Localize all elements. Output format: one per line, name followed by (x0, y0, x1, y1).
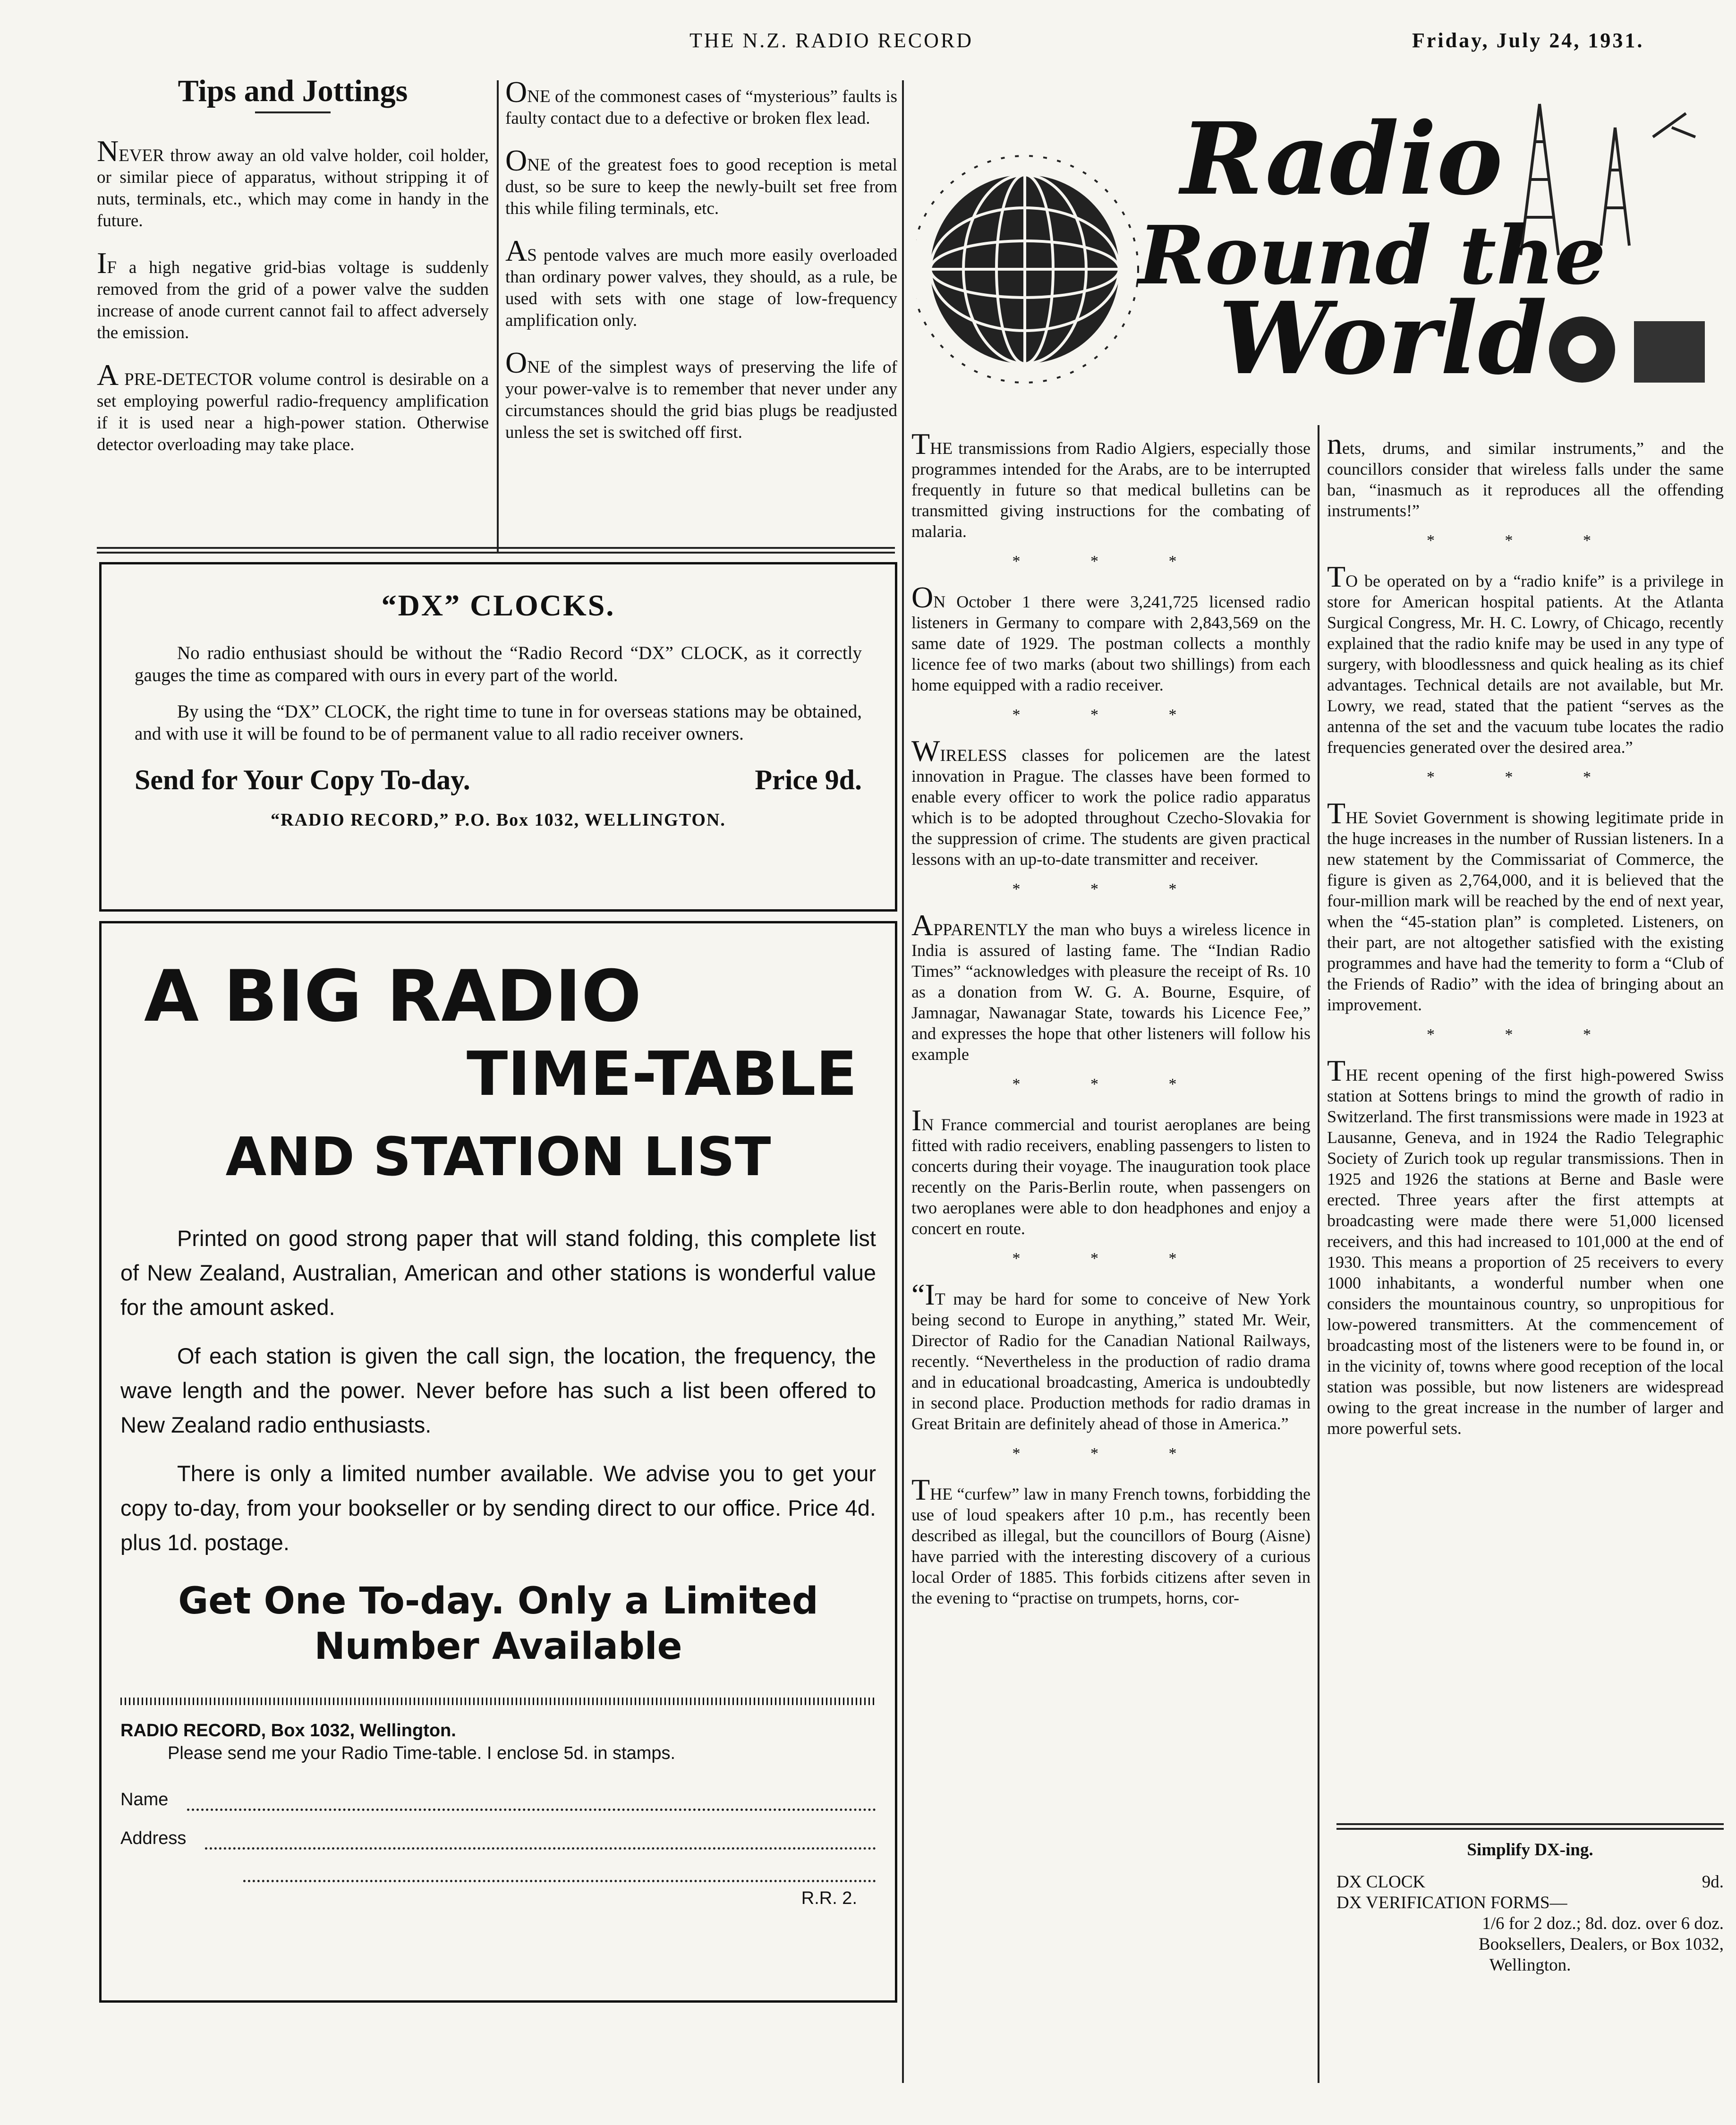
coupon-name-line[interactable] (187, 1794, 876, 1811)
simplify-sellers: Booksellers, Dealers, or Box 1032, (1479, 1935, 1724, 1954)
timetable-call-to-action: Get One To-day. Only a Limited (178, 1580, 818, 1622)
dx-clocks-price: Price 9d. (755, 764, 862, 795)
news-item: nets, drums, and similar instruments,” and the councillors consider that wireless falls under the same ban, “inasmuch as it reproduces all the offending instruments!” (1327, 427, 1724, 520)
dx-clocks-title: “DX” CLOCKS. (381, 589, 615, 622)
news-item: THE recent opening of the first high-powered Swiss station at Sottens brings to mind the growth of radio in Switzerland. The first transmissions were made in 1923 at Lausanne, Geneva, and in 1924 the Radio Telegraphic Society of Zurich took up regular transmissions. Then in 1925 and 1926 the stations at Berne and Basle were erected. Three years after the first attempts at broadcasting were made there were 51,000 licensed receivers, and this had increased to 101,000 at the end of 1930. This means a proportion of 25 receivers to every 1000 inhabitants, a wonderful number when one considers the mountainous country, so unpropitious for low-powered transmitters. At the commencement of broadcasting most of the listeners were to be found in, or in the vicinity of, towns where good reception of the local station was possible, but now listeners are widespread owing to the great increase in the number of larger and more powerful sets. (1327, 1054, 1724, 1438)
tips-title: Tips and Jottings (178, 74, 408, 108)
world-column-right (1327, 427, 1724, 1448)
simplify-clock-price: 9d. (1702, 1872, 1724, 1892)
simplify-forms-price: 1/6 for 2 doz.; 8d. doz. over 6 doz. (1482, 1914, 1724, 1933)
dx-clocks-send: Send for Your Copy To-day. (135, 764, 470, 795)
separator-stars: * * * (1012, 706, 1210, 724)
coupon-address-label: Address (120, 1828, 187, 1848)
tip-item: AS pentode valves are much more easily overloaded than ordinary power valves, they should, as a rule, be used with sets with one stage of low-frequency amplification only. (505, 234, 897, 330)
tip-item: IF a high negative grid-bias voltage is suddenly removed from the grid of a power valve the sudden increase of anode current cannot fail to affect adversely the emission. (97, 246, 489, 342)
separator-stars: * * * (1012, 1445, 1210, 1462)
dx-clocks-offer (135, 764, 862, 796)
simplify-clock-label: DX CLOCK (1336, 1872, 1426, 1892)
simplify-dx-ad (1336, 1840, 1724, 1976)
timetable-headline: A BIG RADIO (144, 956, 642, 1038)
coupon-name-label: Name (120, 1790, 169, 1809)
simplify-title: Simplify DX-ing. (1467, 1840, 1593, 1860)
tip-item: A PRE-DETECTOR volume control is desirable on a set employing powerful radio-frequency amplification if it is used near a high-power station. Otherwise detector overloading may take place. (97, 358, 489, 454)
publication-name: THE N.Z. RADIO RECORD (689, 29, 973, 52)
coupon-address-line[interactable] (243, 1866, 876, 1882)
timetable-call-to-action: Number Available (314, 1625, 682, 1668)
simplify-forms-label: DX VERIFICATION FORMS— (1336, 1893, 1567, 1912)
timetable-ad (99, 921, 897, 2003)
coupon-address-field[interactable] (120, 1827, 876, 1850)
coupon-address-line[interactable] (205, 1833, 876, 1850)
news-item: THE “curfew” law in many French towns, forbidding the use of loud speakers after 10 p.m., has recently been described as illegal, but the councillors of Bourg (Aisne) have parried with the interesting discovery of a curious local Order of 1885. This forbids citizens after seven in the evening to “practise on trumpets, horns, cor- (911, 1473, 1311, 1607)
logo-word-radio: Radio (1181, 101, 1503, 217)
section-rule (97, 552, 895, 554)
coupon-name-field[interactable] (120, 1788, 876, 1811)
logo-word-round-the: Round the (1138, 208, 1606, 303)
news-item: APPARENTLY the man who buys a wireless licence in India is assured of lasting fame. The “Indian Radio Times” “acknowledges with pleasure the receipt of Rs. 10 as a donation from W. G. A. Bourne, Esquire, of Jamnagar, Nawanagar State, towards his Licence Fee,” and expresses the hope that other listeners will follow his example (911, 908, 1311, 1064)
news-item: ON October 1 there were 3,241,725 licensed radio listeners in Germany to compare with 2,843,569 on the same date of 1929. The postman collects a monthly licence fee of two marks (about two shillings) from each home equipped with a radio receiver. (911, 580, 1311, 694)
news-item: “IT may be hard for some to conceive of New York being second to Europe in anything,” stated Mr. Weir, Director of Radio for the Canadian National Railways, recently. “Nevertheless in the production of radio drama and in educational broadcasting, America is undoubtedly in second place. Production methods for radio dramas in Great Britain are definitely ahead of those in America.” (911, 1278, 1311, 1433)
simplify-clock-row (1336, 1872, 1724, 1893)
news-item: THE Soviet Government is showing legitimate pride in the huge increases in the number of Russian listeners. In a new statement by the Commissariat of Commerce, the figure is given as 2,764,000, and it is believed that the four-million mark will be reached by the end of next year, when the “45-station plan” is completed. Listeners, on their part, are not altogether satisfied with the existing programmes and have had the temerity to form a “Club of the Friends of Radio” with the idea of bringing about an improvement. (1327, 796, 1724, 1014)
masthead (0, 19, 1736, 61)
coupon-instruction: Please send me your Radio Time-table. I enclose 5d. in stamps. (168, 1743, 676, 1763)
tip-item: ONE of the greatest foes to good reception is metal dust, so be sure to keep the newly-built set free from this while filing terminals, etc. (505, 144, 897, 218)
logo-word-world: World (1218, 280, 1548, 397)
order-coupon (120, 1719, 876, 1910)
coupon-code: R.R. 2. (801, 1888, 857, 1908)
title-rule (255, 111, 331, 113)
timetable-headline: AND STATION LIST (225, 1127, 771, 1188)
tip-item: ONE of the commonest cases of “mysterious” faults is faulty contact due to a defective or broken flex lead. (505, 75, 897, 128)
dx-clocks-para: No radio enthusiast should be without the “Radio Record “DX” CLOCK, as it correctly gauges the time as compared with ours in every part of the world. (135, 643, 862, 685)
dx-clocks-address: “RADIO RECORD,” P.O. Box 1032, WELLINGTON. (271, 810, 726, 830)
section-rule (1336, 1823, 1724, 1825)
world-column-left (911, 427, 1311, 1608)
tips-column-right (505, 75, 897, 465)
coupon-address: RADIO RECORD, Box 1032, Wellington. (120, 1721, 456, 1741)
coupon-address-field-2[interactable] (120, 1866, 876, 1882)
column-rule (902, 80, 904, 2083)
issue-date: Friday, July 24, 1931. (1412, 29, 1644, 52)
coupon-cut-line (120, 1698, 876, 1705)
dx-clocks-ad (99, 562, 897, 912)
separator-stars: * * * (1427, 1026, 1624, 1043)
timetable-headline: TIME-TABLE (466, 1039, 857, 1109)
radio-round-the-world-logo (916, 85, 1719, 416)
separator-stars: * * * (1012, 880, 1210, 898)
news-item: THE transmissions from Radio Algiers, especially those programmes intended for the Arabs, are to be interrupted frequently in future so that medical bulletins can be transmitted giving instructions for the combating of malaria. (911, 427, 1311, 541)
separator-stars: * * * (1012, 1250, 1210, 1267)
simplify-city: Wellington. (1489, 1955, 1571, 1975)
separator-stars: * * * (1012, 1075, 1210, 1093)
globe-icon (916, 156, 1138, 383)
news-item: IN France commercial and tourist aeroplanes are being fitted with radio receivers, enabling passengers to listen to concerts during their voyage. The inauguration took place recently on the Paris-Berlin route, when passengers on two aeroplanes were able to don headphones and enjoy a concert en route. (911, 1103, 1311, 1238)
separator-stars: * * * (1427, 532, 1624, 549)
loudspeaker-icon (1549, 316, 1705, 383)
tip-item: NEVER throw away an old valve holder, coil holder, or similar piece of apparatus, without stripping it of nuts, terminals, etc., which may come in handy in the future. (97, 134, 489, 230)
section-rule (1336, 1828, 1724, 1830)
column-rule (1318, 425, 1319, 2083)
timetable-para: Of each station is given the call sign, the location, the frequency, the wave length and the power. Never before has such a list been offered to New Zealand radio enthusiasts. (120, 1343, 876, 1437)
separator-stars: * * * (1012, 553, 1210, 570)
column-rule (497, 80, 499, 553)
timetable-para: Printed on good strong paper that will stand folding, this complete list of New Zealand, Australian, American and other stations is wonderful value for the amount asked. (120, 1226, 876, 1320)
tip-item: ONE of the simplest ways of preserving the life of your power-valve is to remember that never under any circumstances should the grid bias plugs be readjusted unless the set is switched off first. (505, 346, 897, 442)
news-item: TO be operated on by a “radio knife” is a privilege in store for American hospital patients. At the Atlanta Surgical Congress, Mr. H. C. Lowry, of Chicago, recently explained that the radio knife may be used in any type of surgery, with bloodlessness and quick healing as its chief advantages. Technical details are not available, but Mr. Lowry, we read, stated that the patient “serves as the antenna of the set and the vacuum tube locates the radio frequencies generated over the desired area.” (1327, 560, 1724, 757)
section-rule (97, 547, 895, 549)
timetable-para: There is only a limited number available. We advise you to get your copy to-day, from your bookseller or by sending direct to our office. Price 4d. plus 1d. postage. (120, 1461, 876, 1555)
dx-clocks-para: By using the “DX” CLOCK, the right time to tune in for overseas stations may be obtained, and with use it will be found to be of permanent value to all radio receiver owners. (135, 701, 862, 744)
tips-column-left (97, 74, 489, 478)
separator-stars: * * * (1427, 768, 1624, 786)
news-item: WIRELESS classes for policemen are the latest innovation in Prague. The classes have been formed to enable every officer to work the police radio apparatus which is to be adopted throughout Czecho-Slovakia for the suppression of crime. The students are given practical lessons with an up-to-date transmitter and receiver. (911, 734, 1311, 869)
